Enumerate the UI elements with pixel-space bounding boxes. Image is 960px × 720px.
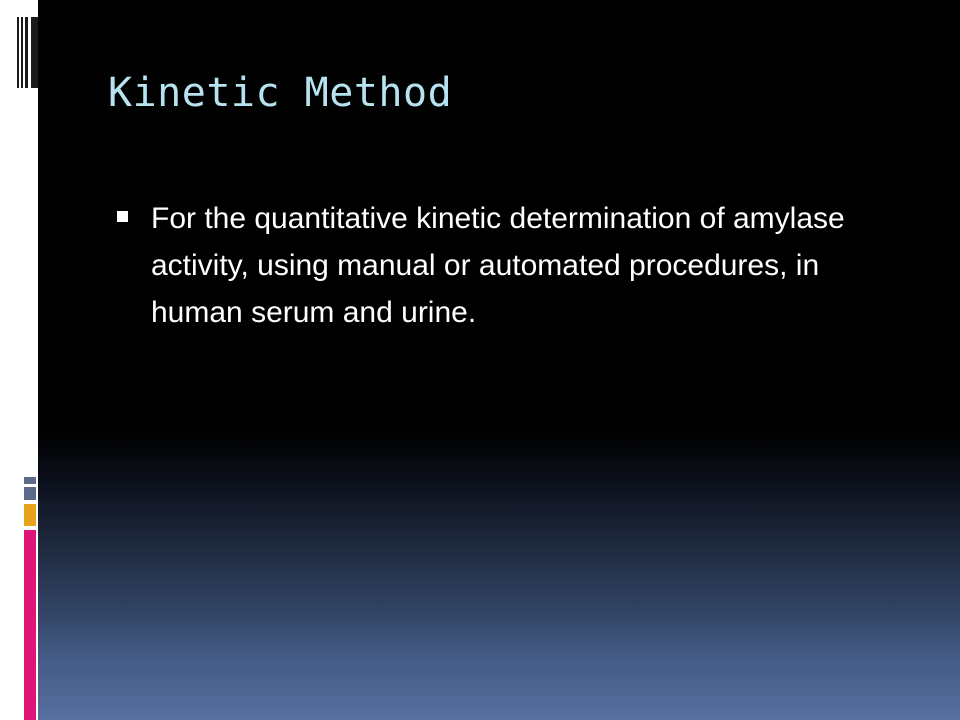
stripe xyxy=(17,17,19,88)
accent-bar-slate-top xyxy=(24,477,36,484)
slide-title: Kinetic Method xyxy=(108,70,453,116)
bullet-item xyxy=(117,195,907,336)
accent-bar-amber xyxy=(24,504,36,526)
bullet-text: For the quantitative kinetic determination of amylase activity, using manual or automated procedures, in human serum and urine. xyxy=(151,202,845,329)
accent-bar-magenta xyxy=(24,530,36,720)
vertical-stripes-decoration xyxy=(17,17,38,88)
left-margin xyxy=(0,0,38,720)
stripe xyxy=(25,17,28,88)
stripe xyxy=(31,17,38,88)
accent-bar-slate xyxy=(24,487,36,500)
bullet-list xyxy=(117,195,907,336)
stripe xyxy=(21,17,23,88)
square-bullet-icon xyxy=(117,211,128,222)
